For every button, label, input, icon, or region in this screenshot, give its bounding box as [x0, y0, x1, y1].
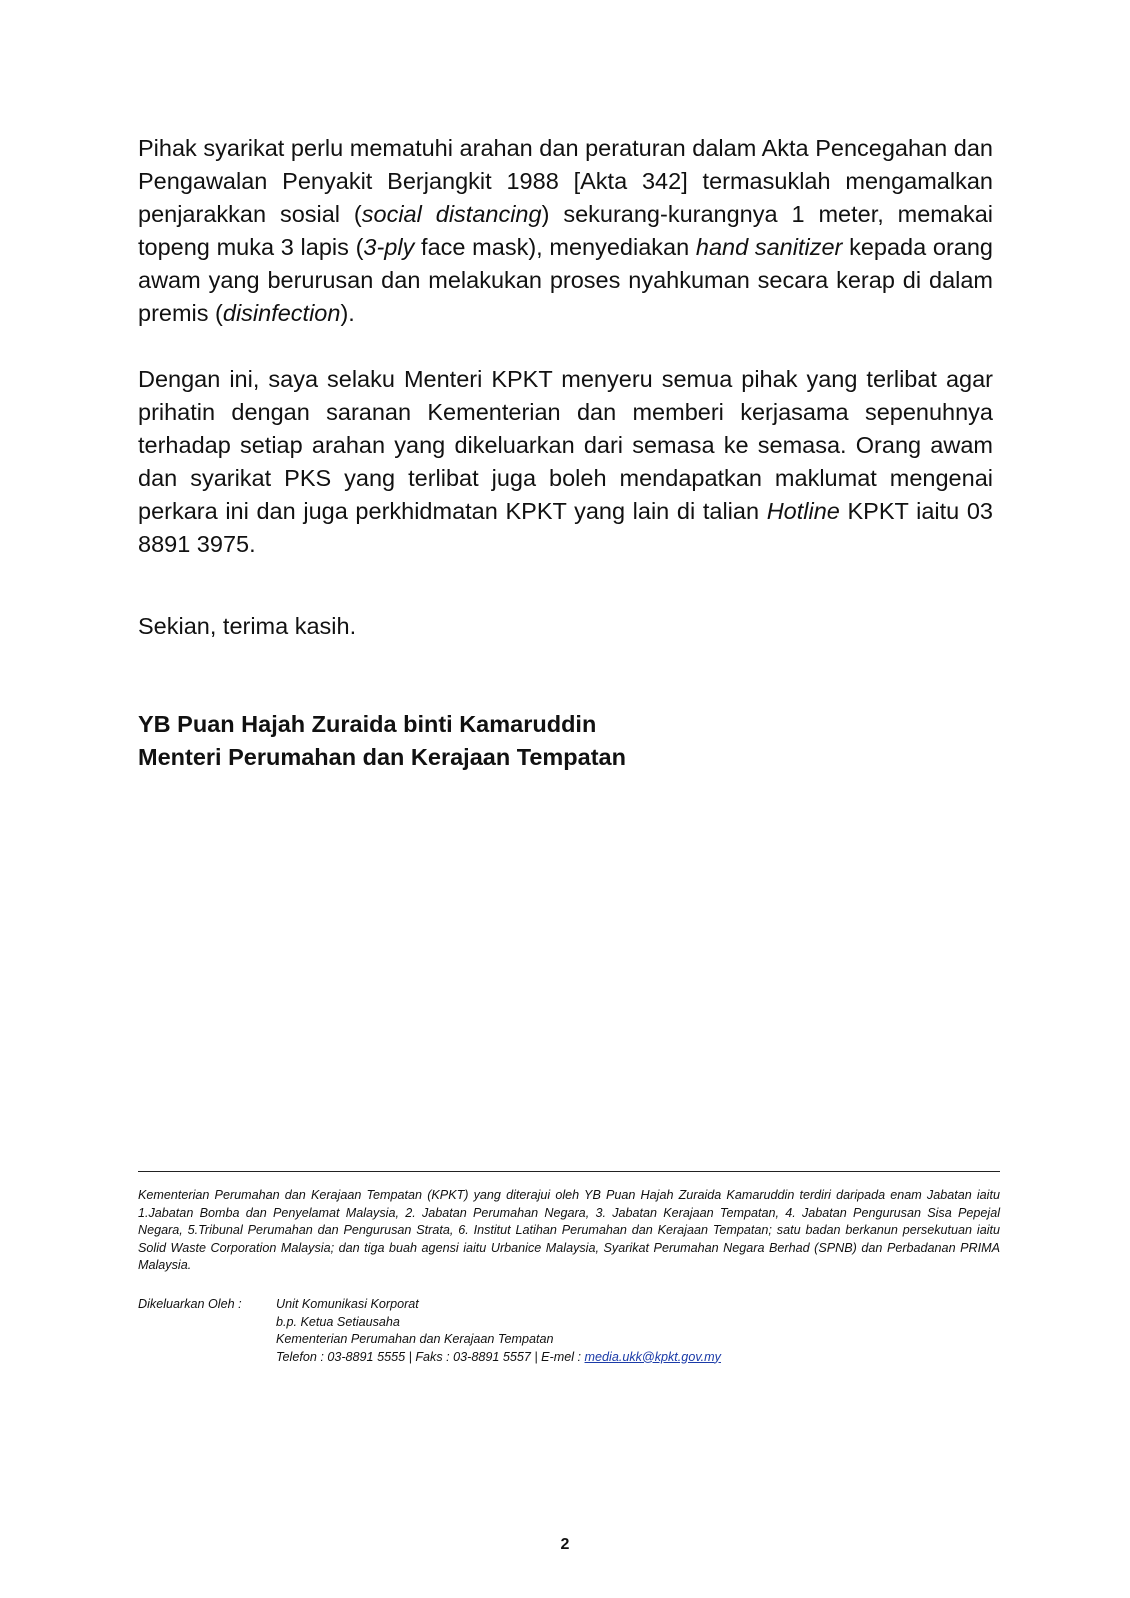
- paragraph1-text-4: kepada orang awam yang berurusan dan melakukan proses nyahkuman secara kerap di dalam premis (: [138, 234, 993, 326]
- paragraph1-italic-3ply: 3-ply: [363, 234, 415, 260]
- issued-bp: b.p. Ketua Setiausaha: [276, 1314, 400, 1329]
- issued-ministry: Kementerian Perumahan dan Kerajaan Tempatan: [276, 1332, 554, 1346]
- footer-issued-by: [138, 1296, 721, 1366]
- issued-contact: [276, 1349, 721, 1367]
- signatory-title: Menteri Perumahan dan Kerajaan Tempatan: [138, 744, 626, 770]
- signatory-name: YB Puan Hajah Zuraida binti Kamaruddin: [138, 711, 597, 737]
- paragraph-appeal: [138, 363, 993, 561]
- paragraph1-text-2: ) sekurang-kurangnya 1 meter, memakai topeng muka 3 lapis (: [138, 201, 993, 260]
- paragraph1-text-3: face mask), menyediakan: [414, 234, 696, 260]
- signature-block: [138, 708, 626, 774]
- paragraph1-italic-disinfection: disinfection: [222, 300, 341, 326]
- issued-unit: Unit Komunikasi Korporat: [276, 1297, 419, 1311]
- paragraph2-text-1: Dengan ini, saya selaku Menteri KPKT menyeru semua pihak yang terlibat agar prihatin dengan saranan Kementerian dan memberi kerjasama sepenuhnya terhadap setiap arahan yang dikeluarkan dari semasa ke semasa. Orang awam dan syarikat PKS yang terlibat juga boleh mendapatkan maklumat mengenai perkara ini dan juga perkhidmatan KPKT yang lain di talian: [138, 366, 993, 524]
- paragraph2-italic-hotline: Hotline: [766, 498, 840, 524]
- paragraph1-text-5: ).: [340, 300, 355, 326]
- paragraph2-text-2: KPKT iaitu 03 8891 3975.: [138, 498, 993, 557]
- paragraph1-italic-social-distancing: social distancing: [361, 201, 542, 227]
- issued-label: Dikeluarkan Oleh :: [138, 1297, 242, 1311]
- paragraph1-text-1: Pihak syarikat perlu mematuhi arahan dan peraturan dalam Akta Pencegahan dan Pengawalan Penyakit Berjangkit 1988 [Akta 342] termasuklah mengamalkan penjarakkan sosial (: [138, 135, 993, 227]
- page-number: 2: [560, 1536, 570, 1553]
- email-link[interactable]: media.ukk@kpkt.gov.my: [584, 1349, 721, 1364]
- contact-phone-fax: Telefon : 03-8891 5555 | Faks : 03-8891 5557 | E-mel :: [276, 1349, 585, 1364]
- closing-line: Sekian, terima kasih.: [138, 613, 357, 639]
- footer-divider: [138, 1171, 1000, 1172]
- paragraph1-italic-hand-sanitizer: hand sanitizer: [695, 234, 843, 260]
- paragraph-compliance: [138, 132, 993, 330]
- footer-about-ministry: Kementerian Perumahan dan Kerajaan Tempatan (KPKT) yang diterajui oleh YB Puan Hajah Zuraida Kamaruddin terdiri daripada enam Jabatan iaitu 1.Jabatan Bomba dan Penyelamat Malaysia, 2. Jabatan Perumahan Negara, 3. Jabatan Kerajaan Tempatan, 4. Jabatan Pengurusan Sisa Pepejal Negara, 5.Tribunal Perumahan dan Pengurusan Strata, 6. Institut Latihan Perumahan dan Kerajaan Tempatan; satu badan berkanun persekutuan iaitu Solid Waste Corporation Malaysia; dan tiga buah agensi iaitu Urbanice Malaysia, Syarikat Perumahan Negara Berhad (SPNB) dan Perbadanan PRIMA Malaysia.: [138, 1188, 1000, 1272]
